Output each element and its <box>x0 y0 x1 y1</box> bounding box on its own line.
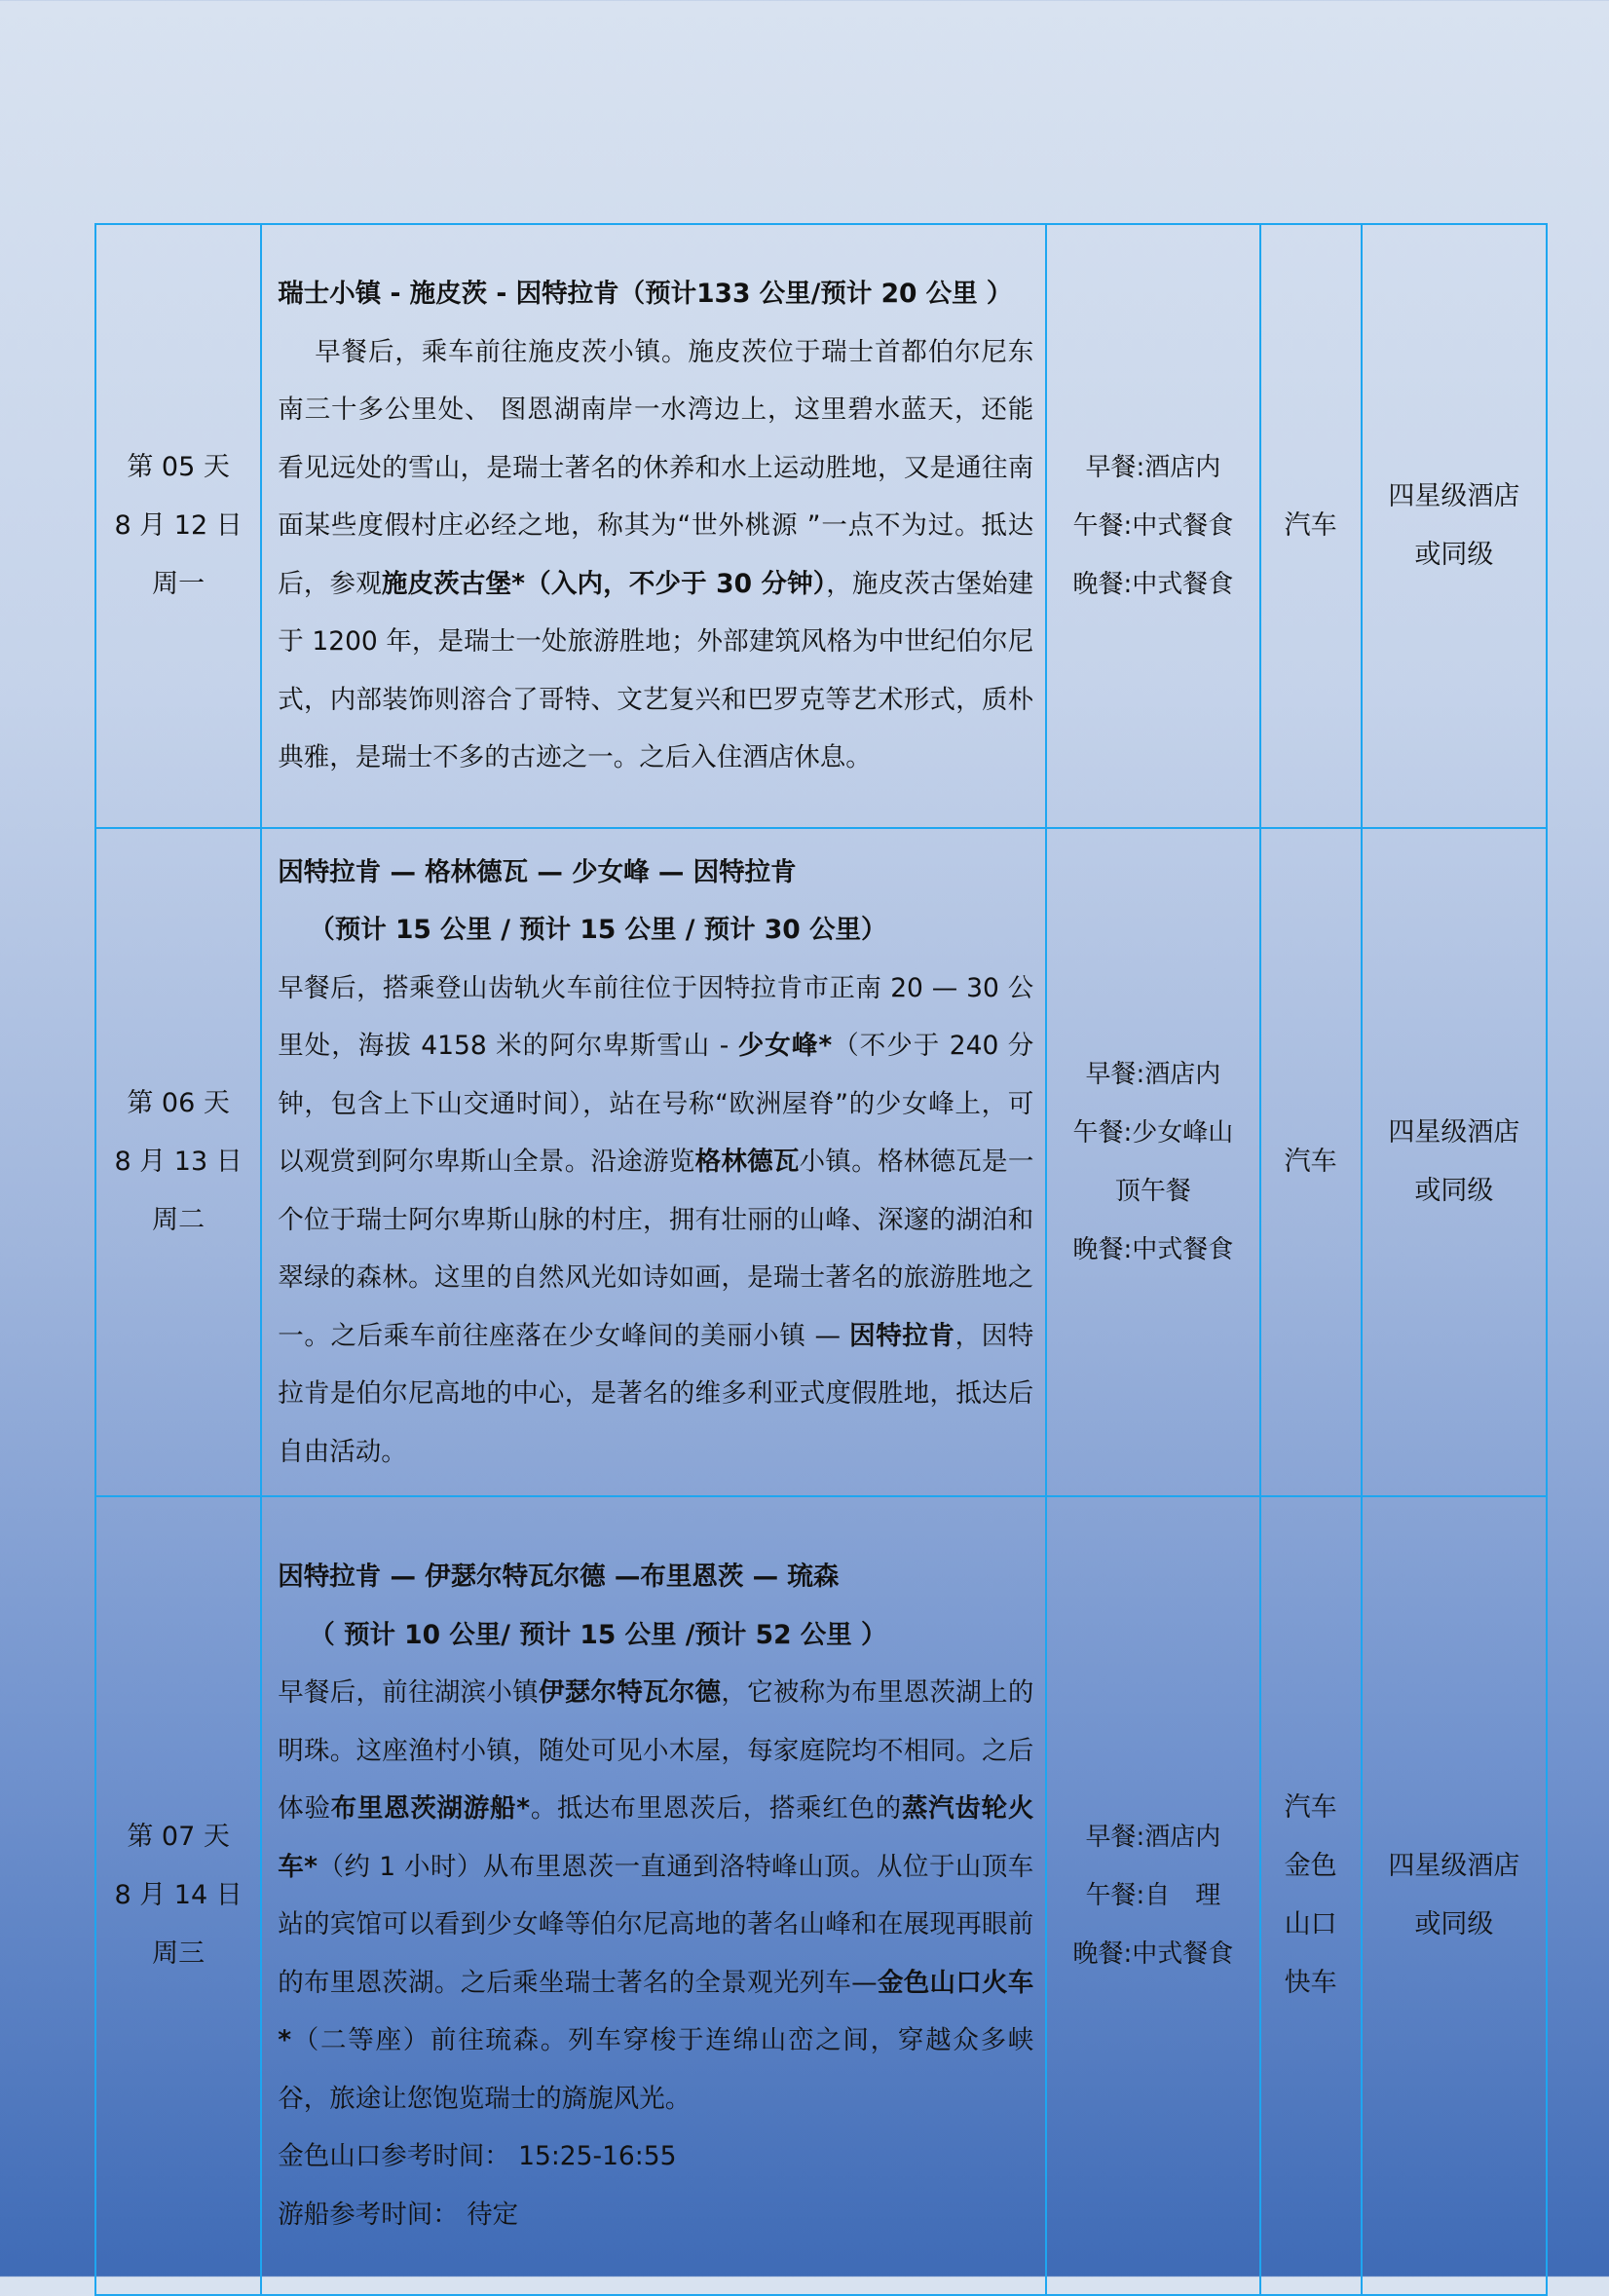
text-segment: 。抵达布里恩茨后，搭乘红色的 <box>530 1793 902 1824</box>
hotel-alt: 或同级 <box>1414 1176 1494 1206</box>
itinerary-description <box>261 224 1046 828</box>
hotel-grade: 四星级酒店 <box>1388 1851 1520 1881</box>
meal-lunch: 午餐:中式餐食 <box>1072 511 1234 541</box>
day-cell <box>95 828 261 1496</box>
highlight-attraction: 少女峰* <box>737 1031 833 1062</box>
route-title: 因特拉肯 — 伊瑟尔特瓦尔德 —布里恩茨 — 琉森 <box>278 1562 840 1592</box>
highlight-attraction: 布里恩茨湖游船* <box>330 1793 531 1824</box>
description-text <box>278 323 1033 787</box>
meal-breakfast: 早餐:酒店内 <box>1085 453 1221 482</box>
table-row <box>95 1496 1547 2295</box>
text-segment: （不少于 240 分钟，包含上下山交通时间），站在号称“欧洲屋脊”的少女峰上，可以观赏到阿尔卑斯山全景。沿途游览 <box>278 1031 1034 1178</box>
transport-cell <box>1260 828 1362 1496</box>
meal-breakfast: 早餐:酒店内 <box>1085 1823 1221 1852</box>
meal-lunch: 午餐:自 理 <box>1085 1881 1221 1910</box>
hotel-alt: 或同级 <box>1414 540 1494 570</box>
day-cell <box>95 224 261 828</box>
meals-cell <box>1046 1496 1259 2295</box>
reference-time-train: 金色山口参考时间： 15:25-16:55 <box>278 2141 677 2171</box>
reference-time-boat: 游船参考时间： 待定 <box>278 2199 519 2230</box>
text-segment: ，因特拉肯是伯尔尼高地的中心，是著名的维多利亚式度假胜地，抵达后自由活动。 <box>278 1320 1034 1467</box>
highlight-attraction: 施皮茨古堡*（入内，不少于 30 分钟） <box>381 568 827 599</box>
transport-mode: 汽车 <box>1284 510 1337 541</box>
highlight-attraction: 因特拉肯 <box>849 1320 955 1351</box>
transport-mode: 金色 <box>1284 1851 1337 1881</box>
hotel-cell <box>1362 224 1547 828</box>
text-segment: （二等座）前往琉森。列车穿梭于连绵山峦之间，穿越众多峡谷，旅途让您饱览瑞士的旖旎风光。 <box>278 2025 1034 2114</box>
transport-mode: 汽车 <box>1284 1792 1337 1823</box>
hotel-alt: 或同级 <box>1414 1909 1494 1939</box>
day-weekday: 周三 <box>152 1938 206 1969</box>
transport-mode: 汽车 <box>1284 1147 1337 1177</box>
day-date: 8 月 12 日 <box>114 510 243 541</box>
description-text <box>278 1664 1033 2127</box>
day-weekday: 周二 <box>152 1205 206 1235</box>
text-segment: 早餐后，前往湖滨小镇 <box>278 1677 539 1708</box>
transport-mode: 山口 <box>1284 1909 1337 1939</box>
transport-mode: 快车 <box>1284 1968 1337 1998</box>
route-distance: （预计 15 公里 / 预计 15 公里 / 预计 30 公里） <box>309 915 887 946</box>
day-number: 第 06 天 <box>127 1088 230 1118</box>
hotel-cell <box>1362 828 1547 1496</box>
text-segment: ，它被称为布里恩茨湖上的明珠。这座渔村小镇，随处可见小木屋，每家庭院均不相同。之后体验 <box>278 1677 1034 1824</box>
meal-dinner: 晚餐:中式餐食 <box>1072 1235 1234 1264</box>
highlight-attraction: 伊瑟尔特瓦尔德 <box>538 1677 722 1708</box>
hotel-grade: 四星级酒店 <box>1388 1117 1520 1148</box>
day-number: 第 05 天 <box>127 452 230 482</box>
highlight-attraction: 格林德瓦 <box>694 1147 800 1178</box>
day-number: 第 07 天 <box>127 1822 230 1852</box>
itinerary-table <box>94 223 1548 2296</box>
day-weekday: 周一 <box>152 569 206 599</box>
table-row <box>95 224 1547 828</box>
day-date: 8 月 14 日 <box>114 1880 243 1910</box>
transport-cell <box>1260 224 1362 828</box>
meal-dinner: 晚餐:中式餐食 <box>1072 570 1234 599</box>
hotel-cell <box>1362 1496 1547 2295</box>
highlight-attraction: 蒸汽齿轮火车* <box>278 1793 1034 1882</box>
text-segment: （约 1 小时）从布里恩茨一直通到洛特峰山顶。从位于山顶车站的宾馆可以看到少女峰等伯尔尼高地的著名山峰和在展现再眼前的布里恩茨湖。之后乘坐瑞士著名的全景观光列车— <box>278 1851 1034 1998</box>
meal-breakfast: 早餐:酒店内 <box>1085 1060 1221 1089</box>
text-segment: ，施皮茨古堡始建于 1200 年，是瑞士一处旅游胜地；外部建筑风格为中世纪伯尔尼式，内部装饰则溶合了哥特、文艺复兴和巴罗克等艺术形式，质朴典雅，是瑞士不多的古迹之一。之后入住酒店休息。 <box>278 568 1034 773</box>
route-title: 瑞士小镇 - 施皮茨 - 因特拉肯（预计133 公里/预计 20 公里 ） <box>278 279 1013 310</box>
meals-cell <box>1046 224 1259 828</box>
meal-lunch: 午餐:少女峰山 <box>1072 1118 1234 1148</box>
itinerary-description <box>261 1496 1046 2295</box>
table-row <box>95 828 1547 1496</box>
text-segment: 小镇。格林德瓦是一个位于瑞士阿尔卑斯山脉的村庄，拥有壮丽的山峰、深邃的湖泊和翠绿的森林。这里的自然风光如诗如画，是瑞士著名的旅游胜地之一。之后乘车前往座落在少女峰间的美丽小镇 — <box>278 1147 1034 1351</box>
text-segment: 早餐后，搭乘登山齿轨火车前往位于因特拉肯市正南 20 — 30 公里处，海拔 4158 米的阿尔卑斯雪山 - <box>278 972 1034 1062</box>
text-segment: 早餐后，乘车前往施皮茨小镇。施皮茨位于瑞士首都伯尔尼东南三十多公里处、 图恩湖南岸一水湾边上，这里碧水蓝天，还能看见远处的雪山，是瑞士著名的休养和水上运动胜地，又是通往南面某些度假村庄必经之地，称其为“世外桃源 ”一点不为过。抵达后，参观 <box>278 336 1034 599</box>
highlight-attraction: 金色山口火车* <box>278 1967 1034 2055</box>
hotel-grade: 四星级酒店 <box>1388 481 1520 511</box>
description-text <box>278 960 1033 1482</box>
meals-cell <box>1046 828 1259 1496</box>
transport-cell <box>1260 1496 1362 2295</box>
route-title: 因特拉肯 — 格林德瓦 — 少女峰 — 因特拉肯 <box>278 856 797 887</box>
meal-dinner: 晚餐:中式餐食 <box>1072 1939 1234 1969</box>
day-cell <box>95 1496 261 2295</box>
itinerary-description <box>261 828 1046 1496</box>
day-date: 8 月 13 日 <box>114 1147 243 1177</box>
meal-lunch-cont: 顶午餐 <box>1114 1177 1191 1206</box>
route-distance: （ 预计 10 公里/ 预计 15 公里 /预计 52 公里 ） <box>309 1619 887 1650</box>
